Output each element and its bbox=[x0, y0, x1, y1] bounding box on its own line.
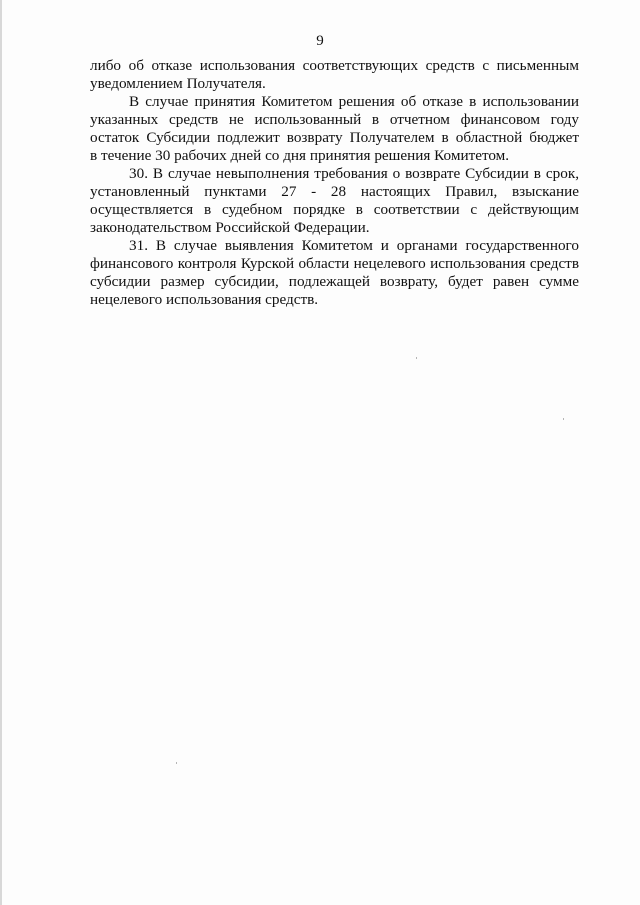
text-line: 30. В случае невыполнения требования о возврате Субсидии в срок, bbox=[129, 165, 579, 182]
text-line: законодательством Российской Федерации. bbox=[90, 219, 370, 236]
text-line: либо об отказе использования соответствующих средств с письменным bbox=[90, 57, 579, 74]
text-line: В случае принятия Комитетом решения об отказе в использовании bbox=[129, 93, 579, 110]
document-body bbox=[90, 57, 579, 309]
scan-speck bbox=[563, 418, 564, 420]
text-line: финансового контроля Курской области нецелевого использования средств bbox=[90, 255, 579, 272]
page-number: 9 bbox=[316, 33, 324, 49]
scan-speck bbox=[416, 357, 417, 359]
text-line: уведомлением Получателя. bbox=[90, 75, 266, 92]
scan-speck bbox=[176, 762, 177, 764]
text-line: указанных средств не использованный в отчетном финансовом году bbox=[90, 111, 579, 128]
text-line: установленный пунктами 27 - 28 настоящих Правил, взыскание bbox=[90, 183, 579, 200]
text-line: 31. В случае выявления Комитетом и органами государственного bbox=[129, 237, 579, 254]
text-line: субсидии размер субсидии, подлежащей возврату, будет равен сумме bbox=[90, 273, 579, 290]
text-line: в течение 30 рабочих дней со дня принятия решения Комитетом. bbox=[90, 147, 510, 164]
scan-edge bbox=[0, 0, 2, 905]
text-line: осуществляется в судебном порядке в соответствии с действующим bbox=[90, 201, 579, 218]
text-line: нецелевого использования средств. bbox=[90, 291, 319, 308]
text-line: остаток Субсидии подлежит возврату Получателем в областной бюджет bbox=[90, 129, 579, 146]
